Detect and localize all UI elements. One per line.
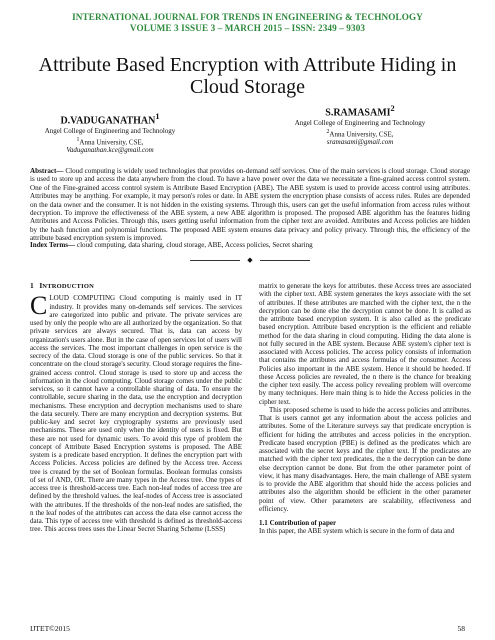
author-affiliation: Angel College of Engineering and Technology [294, 119, 426, 128]
index-terms [30, 241, 470, 249]
author-name: S.RAMASAMI$^2$ [325, 104, 395, 119]
author-block-2 [270, 103, 450, 147]
column-right [259, 282, 471, 536]
author-name: D.VADUGANATHAN$^1$ [60, 112, 160, 127]
abstract-label: Abstract— [30, 167, 64, 175]
section-divider [190, 256, 310, 264]
author-email: Vaduganathan.kce@gmail.com [66, 146, 154, 155]
journal-header [0, 12, 495, 34]
paragraph: In this paper, the ABE system which is secure in the form of data and [259, 527, 455, 536]
paragraph: matrix to generate the keys for attributes. these Access trees are associated with the cipher text. ABE system generates the keys associate with the set of attributes. If these attributes are matched with the cipher text, the n the decryption can be done else the decryption cannot be done. It is called as the attribute based encryption system. It is also called as the predicate based encryption. Attribute based encryption is the efficient and reliable method for the data sharing in cloud computing. Hiding the data alone is not fully secured in the ABE system. Because ABE system's cipher text is associated with Access policies. The access policy consists of information that contains the attributes and access formulas of the consumer. Access Policies also important in the ABE system. Hence it should be heeded. If these Access policies are revealed, the n there is the chance for breaking the cipher text easily. The access policy revealing problem will overcome by many techniques. Here main thing is to hide the Access policies in the cipher text. [259, 282, 471, 406]
author-university: $^1$Anna University, CSE, [76, 136, 144, 147]
paper-title: Attribute Based Encryption with Attribute Hiding in Cloud Storage [38, 54, 457, 98]
section-heading: 1 INTRODUCTION [30, 281, 94, 290]
footer-copyright: IJTET©2015 [30, 624, 70, 633]
divider-line-right [260, 260, 310, 261]
abstract [30, 167, 470, 243]
paragraph: LOUD COMPUTING Cloud computing is mainly used in IT industry. It provides many on-demands self services. The services are categorized into public and private. The private services are used by only the people who are all authorized by the organization. So that private services are always secured. That is, data can access by organization's users alone. But in the case of open services lot of users will access the services. The most important challenges in open service is the secrecy of the data. Cloud storage is one of the public services. So that it concentrate on the cloud storage's security. Cloud storage requires the fine-grained access control. Cloud storage is used to store up and access the information in the cloud computing. Cloud storage comes under the public services, so it cannot have a controllable sharing of data. To ensure the controllable, secure sharing in the data, use the encryption and decryption mechanisms. These encryption and decryption mechanisms used to share the data securely. There are many encryption and decryption systems. But public-key and secret key cryptography systems are previously used mechanisms. These are used only when the identity of users is fixed. But these are not used for dynamic users. To avoid this type of problem the concept of Attribute Based Encryption systems is proposed. The ABE system is a predicate based encryption. It defines the encryption part with Access Policies. Access policies are defined by the Access tree. Access tree is created by the set of Boolean formulas. Boolean formulas consists of set of AND, OR. There are many types in the Access tree. One types of access tree is threshold-access tree. Each non-leaf nodes of access tree are defined by the threshold values. the leaf-nodes of Access tree is associated with the attributes. If the thresholds of the non-leaf nodes are satisfied, the n the leaf nodes of the attributes can access the data else cannot access the data. This type of access tree with threshold is defined as threshold-access tree. This access trees uses the Linear Secret Sharing Scheme (LSSS) [30, 294, 242, 534]
author-affiliation: Angel College of Engineering and Technology [44, 127, 176, 136]
page-number: 58 [457, 624, 465, 633]
author-email: sramasami@gmail.com [326, 138, 394, 147]
journal-issue: VOLUME 3 ISSUE 3 – MARCH 2015 – ISSN: 2349 – 9303 [129, 23, 366, 33]
author-block-1 [30, 111, 190, 155]
paragraph: This proposed scheme is used to hide the access policies and attributes. That is users cannot get any information about the access policies and attributes. Some of the Literature surveys say that predicate encryption is efficient for hiding the attributes and access policies in the encryption. Predicate based encryption (PBE) is defined as the predicates which are associated with the secret keys and the cipher text. If the predicates are matched with the cipher text predicates, the n the decryption can be done else decryption cannot be done. But from the other parameter point of view, it has many disadvantages. Here, the main challenge of ABE system is to provide the ABE algorithm that should hide the access policies and attributes also the algorithm should be efficient in the other parameter point of view. Other parameters are scalability, effectiveness and efficiency. [259, 405, 471, 513]
divider-line-left [190, 260, 240, 261]
index-terms-text: cloud computing, data sharing, cloud storage, ABE, Access policies, Secret sharing [75, 241, 313, 249]
abstract-text: Cloud computing is widely used technologies that provides on-demand self services. One of the main services is cloud storage. Cloud storage is used to store up and access the data anywhere from the cloud. To have a have power over the data we necessitate a fine-grained access control system. One of the Fine-grained access control system is Attribute Based Encryption (ABE). The ABE system is used to provide access control using attributes. Attributes may be anything. For example, it may person's roles or date. In ABE system the encryption phase consists of access rules. Rules are depended on the data owner and the consumer. It is not hidden in the existing systems. Through this, users can get the useful information from access rules without decryption. To improve the effectiveness of the ABE system, a new ABE algorithm is proposed. The proposed ABE algorithm has the features hiding Attributes and Access Policies. Through this, users getting useful information from the cipher text are avoided. Attributes and Access policies are hidden by the hash function and polynomial functions. The proposed ABE system ensures data privacy and policy privacy. Through this, the efficiency of the attribute based encryption system is improved. [30, 167, 470, 243]
subsection-heading: 1.1 Contribution of paper [259, 519, 337, 527]
index-terms-label: Index Terms— [30, 241, 76, 249]
drop-cap: C [30, 291, 48, 321]
journal-name: INTERNATIONAL JOURNAL FOR TRENDS IN ENGINEERING & TECHNOLOGY [72, 12, 423, 22]
author-university: $^2$Anna University, CSE, [326, 128, 394, 139]
diamond-icon: ◆ [247, 256, 253, 264]
column-left [30, 282, 242, 534]
